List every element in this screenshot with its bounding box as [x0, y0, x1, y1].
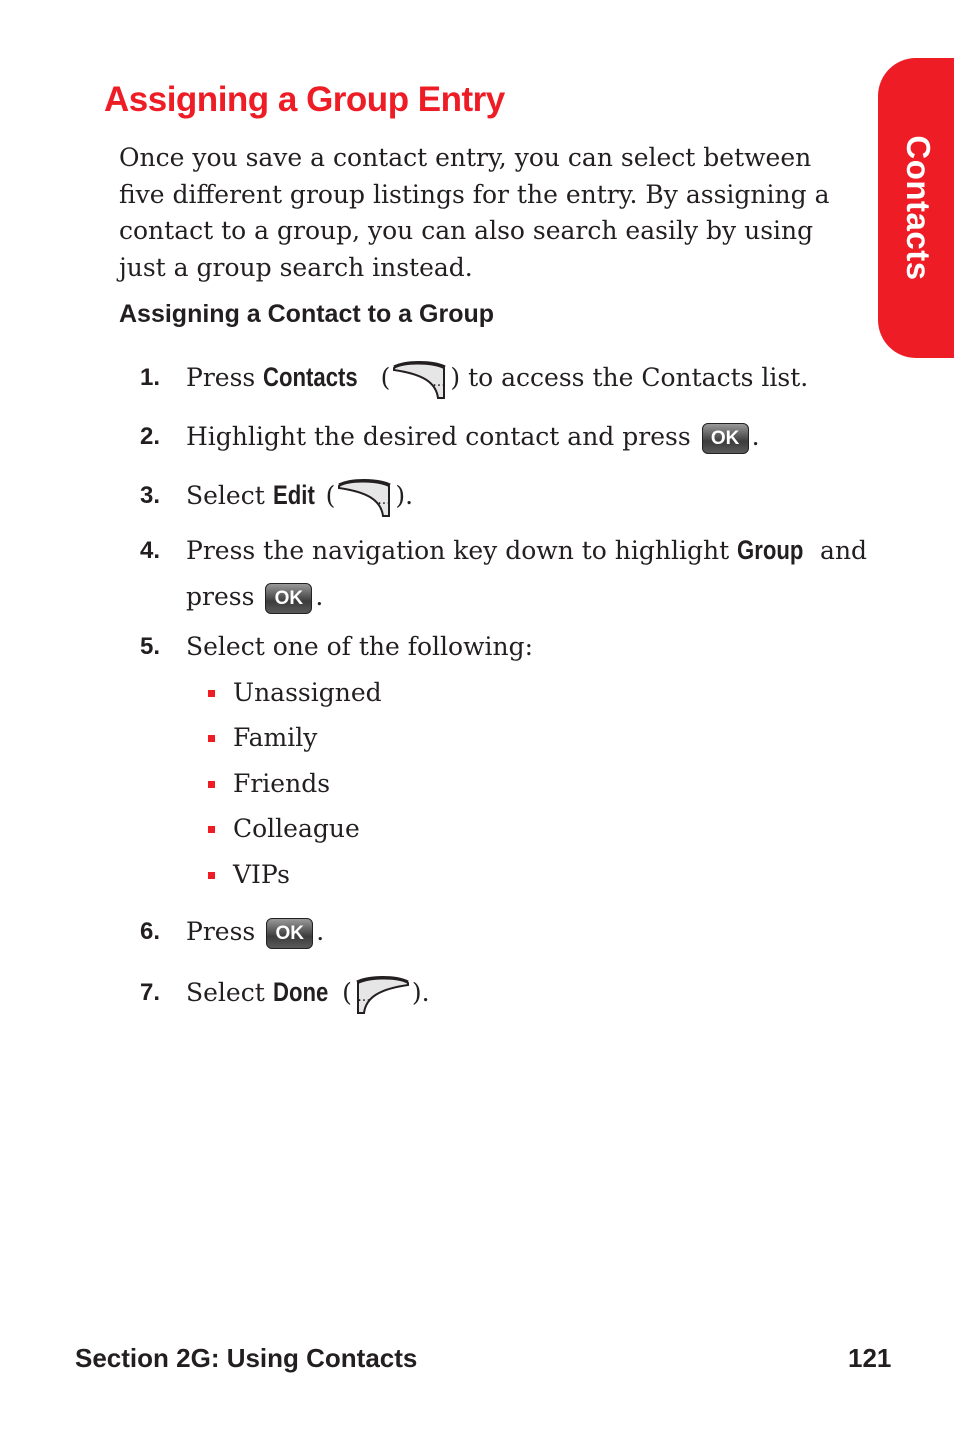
command-contacts: Contacts: [263, 362, 358, 392]
svg-text:···: ···: [357, 992, 371, 1009]
svg-text:···: ···: [377, 495, 392, 512]
procedure-heading: Assigning a Contact to a Group: [119, 300, 495, 328]
side-tab-label: Contacts: [900, 135, 937, 281]
footer-section-title: Section 2G: Using Contacts: [75, 1343, 418, 1373]
step-number: 5.: [140, 633, 161, 660]
list-item: Friends: [208, 761, 382, 806]
step-number: 3.: [140, 482, 161, 509]
right-softkey-icon: [337, 478, 393, 518]
left-softkey-icon: [354, 975, 410, 1015]
step-text: Press Contacts ( ··· ) to access the Contacts list.: [186, 355, 866, 400]
step-number: 4.: [140, 537, 161, 564]
ok-key-icon: OK: [266, 918, 313, 949]
list-item: VIPs: [208, 852, 382, 897]
step-number: 6.: [140, 918, 161, 945]
step-number: 7.: [140, 979, 161, 1006]
step-text: Press the navigation key down to highlight Group and: [186, 528, 866, 573]
list-item: Family: [208, 715, 382, 760]
step-text: Select Edit ( ··· ).: [186, 473, 866, 518]
list-item: Unassigned: [208, 670, 382, 715]
bullet-icon: [208, 735, 215, 742]
group-options-list: [208, 670, 382, 897]
list-item: Colleague: [208, 806, 382, 851]
step-number: 1.: [140, 364, 161, 391]
bullet-icon: [208, 781, 215, 788]
step-text: Select one of the following:: [186, 632, 534, 661]
step-text: Press OK .: [186, 909, 866, 954]
ok-key-icon: OK: [265, 583, 312, 614]
step-text: press OK .: [186, 574, 866, 619]
step-number: 2.: [140, 423, 161, 450]
step-text: Highlight the desired contact and press OK .: [186, 414, 866, 459]
intro-paragraph: Once you save a contact entry, you can select between five different group listings for the entry. By assigning a contact to a group, you can also search easily by using just a group search instead.: [119, 143, 830, 282]
command-done: Done: [272, 977, 329, 1007]
page-title: Assigning a Group Entry: [104, 80, 505, 119]
bullet-icon: [208, 872, 215, 879]
command-group: Group: [737, 535, 804, 565]
step-text: Select Done ( ··· ).: [186, 970, 866, 1015]
command-edit: Edit: [272, 480, 315, 510]
svg-text:···: ···: [432, 377, 447, 394]
bullet-icon: [208, 690, 215, 697]
footer-page-number: 121: [848, 1343, 892, 1373]
ok-key-icon: OK: [702, 423, 749, 454]
bullet-icon: [208, 826, 215, 833]
right-softkey-icon: [392, 360, 448, 400]
